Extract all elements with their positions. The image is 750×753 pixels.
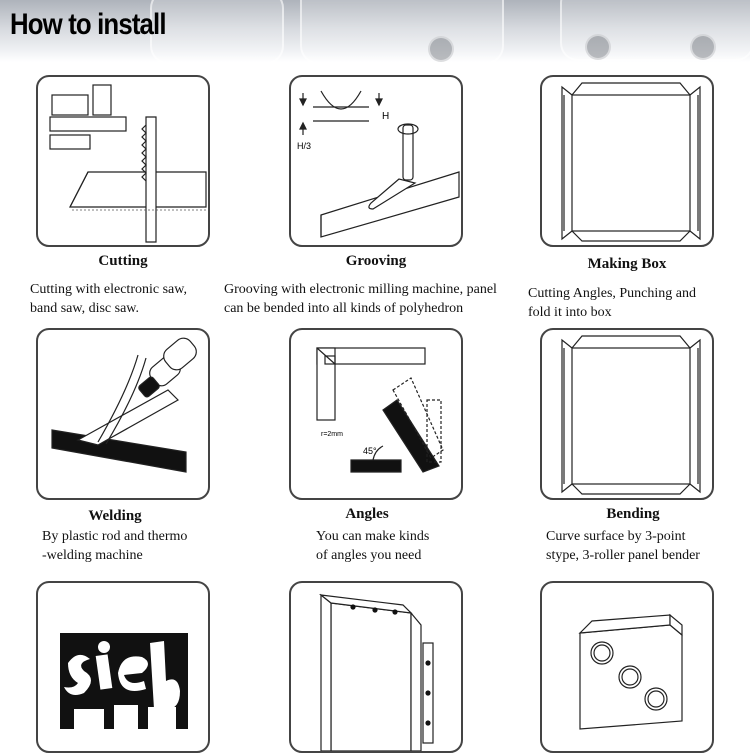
step-description: Curve surface by 3-point stype, 3-roller panel bender — [546, 529, 700, 563]
step-description: By plastic rod and thermo -welding machine — [42, 529, 188, 563]
page-title: How to install — [10, 8, 166, 41]
step-title: Welding — [88, 508, 142, 524]
angle-label: 45° — [363, 446, 377, 456]
banner-bus-left — [150, 0, 284, 62]
step-description: You can make kinds of angles you need — [316, 529, 430, 563]
printing-illustration — [36, 581, 210, 753]
welding-gun-icon — [38, 330, 208, 498]
step-description: Cutting Angles, Punching and fold it into box — [528, 286, 696, 320]
banner-wheel — [428, 36, 454, 62]
panel-illustration — [289, 581, 463, 753]
groove-depth-label: H — [382, 111, 390, 122]
making-box-illustration — [540, 75, 714, 247]
cutting-illustration — [36, 75, 210, 247]
box-net-icon — [542, 77, 712, 245]
gap-label: r=2mm — [321, 431, 343, 438]
step-description: Cutting with electronic saw, band saw, disc saw. — [30, 282, 187, 316]
step-title: Cutting — [98, 253, 148, 269]
welding-illustration — [36, 328, 210, 500]
bending-illustration — [540, 328, 714, 500]
print-sample-icon — [38, 583, 208, 751]
step-title: Bending — [606, 506, 660, 522]
step-title: Grooving — [345, 253, 407, 269]
step-description: Grooving with electronic milling machine, panel can be bended into all kinds of polyhedron — [224, 282, 497, 316]
saw-icon — [38, 77, 208, 245]
groove-third-label: H/3 — [297, 141, 312, 151]
milling-icon — [291, 77, 461, 245]
drilled-block-icon — [542, 583, 712, 751]
angle-fold-icon — [291, 330, 461, 498]
banner-wheel — [585, 34, 611, 60]
block-illustration — [540, 581, 714, 753]
riveted-panel-icon — [291, 583, 461, 751]
step-title: Angles — [345, 506, 389, 522]
angles-illustration — [289, 328, 463, 500]
box-net-icon — [542, 330, 712, 498]
banner-wheel — [690, 34, 716, 60]
banner-bus-center — [300, 0, 504, 62]
step-title: Making Box — [587, 256, 667, 272]
grooving-illustration — [289, 75, 463, 247]
